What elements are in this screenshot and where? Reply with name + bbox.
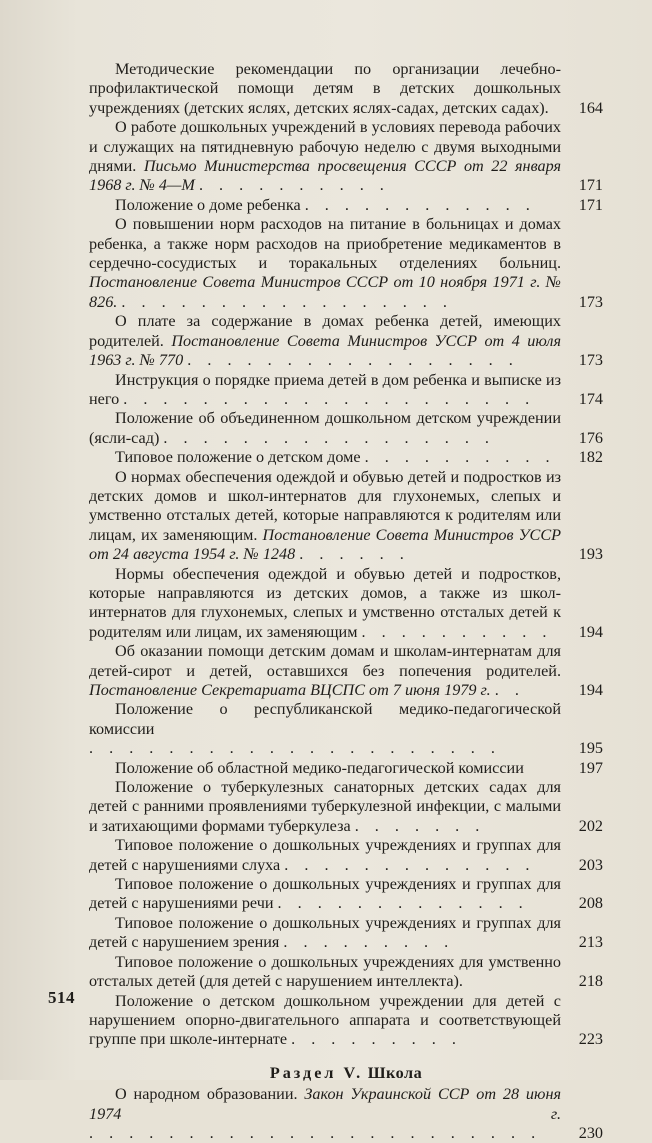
toc-entry-title: Положение о туберкулезных санаторных детских садах для детей с ранними проявлениями туберкулезной инфекции, с малыми и затихающими формами туберкулеза [89, 778, 561, 835]
leader-dots: . . . . . . . . . . . . [304, 195, 536, 214]
toc-entry-title: О плате за содержание в домах ребенка детей, имеющих родителей. [89, 312, 561, 350]
leader-dots: . . . . . . . [354, 816, 486, 835]
toc-entry-title: Типовое положение о дошкольных учреждениях и группах для детей с нарушениями речи [89, 875, 561, 913]
toc-entry [89, 371, 603, 410]
toc-entry-page: 176 [578, 428, 603, 447]
toc-entry-title: Типовое положение о дошкольных учреждениях и группах для детей с нарушениями слуха [89, 836, 561, 874]
leader-dots: . . . . . . . . . . . . . . . . . [163, 428, 495, 447]
toc-entry [89, 448, 603, 467]
page-number: 514 [48, 988, 75, 1007]
toc-entry-page: 208 [578, 894, 603, 913]
toc-entry-title: Методические рекомендации по организации лечебно-профилактической помощи детям в детских дошкольных учреждениях (детских яслях, детских яслях-садах, детских садах). [89, 60, 561, 117]
table-of-contents [89, 60, 603, 1143]
toc-entry-page: 230 [578, 1123, 603, 1142]
toc-entry-page: 223 [578, 1030, 603, 1049]
toc-entry-page: 174 [578, 389, 603, 408]
leader-dots: . . . . . . . . . [283, 933, 455, 952]
toc-entry-title: Инструкция о порядке приема детей в дом ребенка и выписке из него [89, 370, 561, 408]
leader-dots: . . . . . . . . . . [364, 448, 556, 467]
toc-entry-page: 173 [578, 292, 603, 311]
toc-entry [89, 836, 603, 875]
leader-dots: . . . . . . . . . [291, 1030, 462, 1049]
toc-entry-source: Письмо Министерства просвещения СССР от 22 января 1968 г. № 4—М [89, 157, 561, 195]
toc-entry-source: Постановление Совета Министров СССР от 10 ноября 1971 г. № 826. [89, 273, 561, 311]
leader-dots: . . . . . . . . . . [198, 176, 390, 195]
leader-dots: . . . . . . . . . . . . . [277, 894, 529, 913]
toc-entry-title: Типовое положение о дошкольных учреждениях для умственно отсталых детей (для детей с нарушением интеллекта). [89, 952, 561, 991]
toc-entry [89, 60, 603, 118]
toc-entry-page: 194 [578, 622, 603, 641]
toc-entry-page: 218 [578, 972, 603, 991]
toc-entry [89, 953, 603, 992]
toc-entry [89, 700, 603, 758]
toc-entry-page: 182 [578, 448, 603, 467]
toc-entry-page: 194 [578, 681, 603, 699]
leader-dots: . . . . . . . . . . [361, 622, 553, 641]
leader-dots: . . . . . . . . . . . . . . . . . [187, 351, 519, 370]
toc-entry-title: О повышении норм расходов на питание в больницах и домах ребенка, а также норм расходов на приобретение медикаментов в сердечно-сосудистых и торакальных отделениях больниц. [89, 215, 561, 273]
toc-entry-page: 213 [578, 933, 603, 952]
leader-dots: . . . . . . [299, 545, 410, 564]
toc-entry-title: Положение о республиканской медико-педагогической комиссии [89, 700, 561, 738]
toc-entry-page: 193 [578, 545, 603, 564]
toc-entry [89, 875, 603, 914]
toc-entry [89, 118, 603, 196]
toc-entry [89, 642, 603, 700]
section-label: Раздел V. [269, 1063, 364, 1082]
toc-entry-title: О нормах обеспечения одеждой и обувью детей и подростков из детских домов и школ-интернатов для глухонемых, слепых и умственно отсталых детей, которые направляются к родителям или лицам, их заменяющим. [89, 467, 561, 544]
toc-entry-page: 173 [578, 351, 603, 370]
leader-dots: . . . . . . . . . . . . . [284, 855, 536, 874]
toc-entry [89, 468, 603, 565]
toc-entry-page: 164 [578, 98, 603, 117]
toc-entry [89, 565, 603, 643]
toc-entry-page: 171 [578, 195, 603, 214]
leader-dots: . . [494, 681, 525, 699]
toc-entry [89, 1085, 603, 1143]
section-heading [89, 1064, 603, 1083]
toc-entry-page: 202 [578, 816, 603, 835]
toc-entry-title: Нормы обеспечения одеждой и обувью детей и подростков, которые направляются из детских домов, а также из школ-интернатов для глухонемых, слепых и умственно отсталых детей к родителям или лицам, их заменяющим [89, 564, 561, 641]
leader-dots: . . . . . . . . . . . . . . . . . . . . . . . [89, 1123, 542, 1142]
toc-entry-title: Типовое положение о дошкольных учреждениях и группах для детей с нарушением зрения [89, 913, 561, 952]
toc-entry-source: Постановление Совета Министров УССР от 4 июля 1963 г. № 770 [89, 331, 561, 370]
toc-entry [89, 196, 603, 215]
toc-entry [89, 215, 603, 312]
toc-entry-page: 195 [578, 739, 603, 758]
toc-entry-page: 171 [578, 176, 603, 195]
section-title: Школа [367, 1063, 423, 1082]
toc-entry [89, 778, 603, 836]
leader-dots: . . . . . . . . . . . . . . . . . . . . . [89, 739, 501, 758]
toc-entry-source: Закон Украинской ССР от 28 июня 1974 г. [89, 1085, 561, 1123]
toc-entry-source: Постановление Секретариата ВЦСПС от 7 июня 1979 г. [89, 681, 491, 699]
toc-entry-title: Типовое положение о детском доме [115, 448, 361, 467]
toc-entry [89, 992, 603, 1050]
toc-entry-title: О народном образовании. [115, 1085, 305, 1104]
leader-dots: . . . . . . . . . . . . . . . . . [121, 292, 453, 311]
toc-entry-page: 203 [578, 855, 603, 874]
toc-entry-title: Положение о детском дошкольном учреждении для детей с нарушением опорно-двигательного аппарата и соответствующей группе при школе-интернате [89, 991, 561, 1049]
toc-entry [89, 759, 603, 778]
toc-entry [89, 409, 603, 448]
toc-entry [89, 312, 603, 370]
toc-entry-source: Постановление Совета Министров УССР от 24 августа 1954 г. № 1248 [89, 525, 561, 564]
toc-entry-title: Положение об объединенном дошкольном детском учреждении (ясли-сад) [89, 409, 561, 447]
toc-entry-page: 197 [578, 758, 603, 777]
toc-entry-title: Об оказании помощи детским домам и школам-интернатам для детей-сирот и детей, оставшихся без попечения родителей. [89, 642, 561, 680]
toc-entry-title: Положение об областной медико-педагогической комиссии [115, 758, 524, 777]
leader-dots: . . . . . . . . . . . . . . . . . . . . . [123, 389, 536, 408]
toc-entry-title: О работе дошкольных учреждений в условиях перевода рабочих и служащих на пятидневную рабочую неделю с двумя выходными днями. [89, 118, 561, 176]
toc-entry-title: Положение о доме ребенка [115, 195, 301, 214]
toc-entry [89, 914, 603, 953]
